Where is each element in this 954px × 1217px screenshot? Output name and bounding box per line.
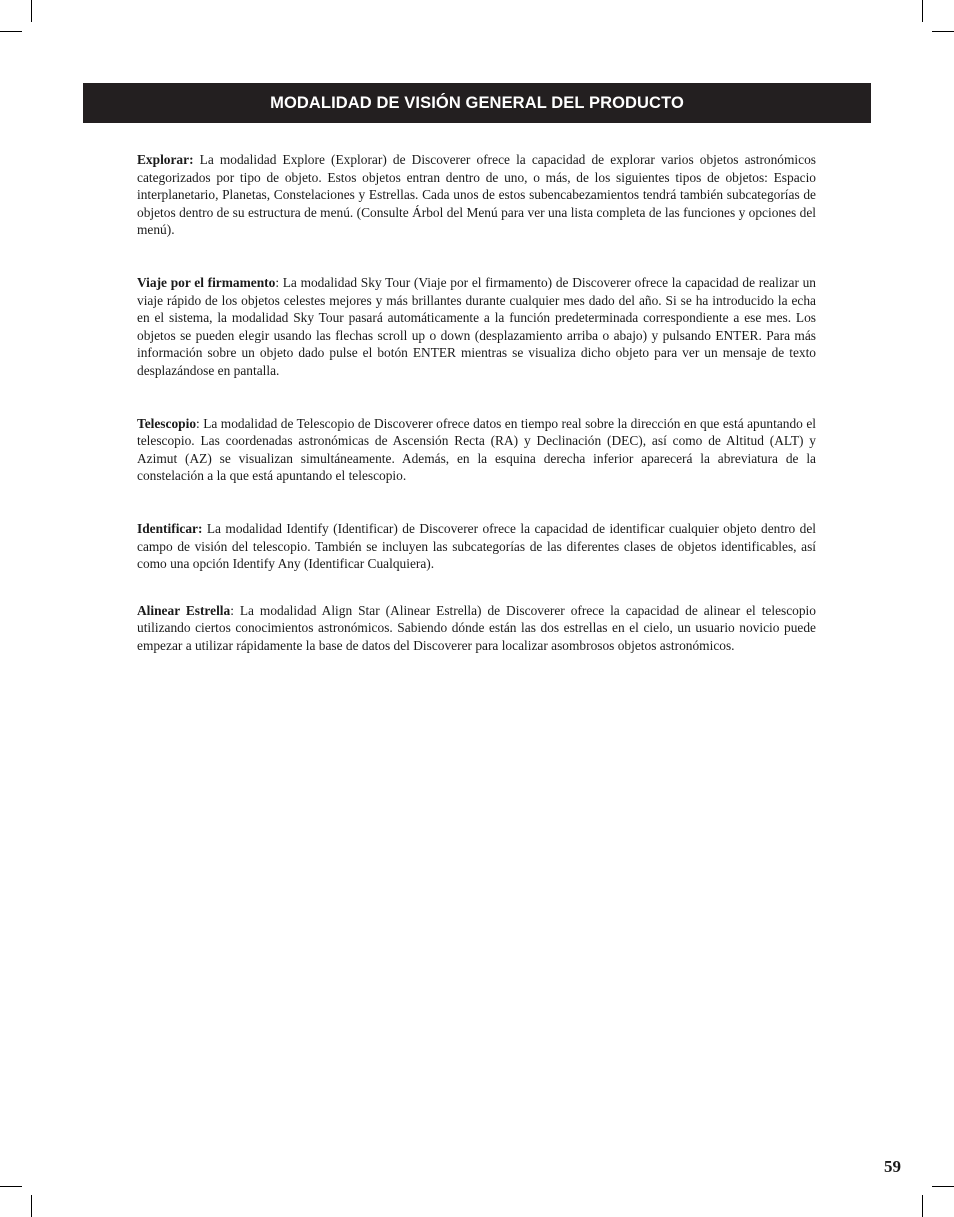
section-header-bar bbox=[83, 83, 871, 123]
term-viaje: Viaje por el firmamento bbox=[137, 274, 276, 290]
paragraph-text: : La modalidad Sky Tour (Viaje por el firmamento) de Discoverer ofrece la capacidad de realizar un viaje rápido de los objetos celestes mejores y más brillantes durante cualquier mes dado del año. Si se ha introducido la echa en el sistema, la modalidad Sky Tour pasará automáticamente a la función predeterminada correspondiente a ese mes. Los objetos se pueden elegir usando las flechas scroll up o down (desplazamiento arriba o abajo) y pulsando ENTER. Para más información sobre un objeto dado pulse el botón ENTER mientras se visualiza dicho objeto para ver un mensaje de texto desplazándose en pantalla. bbox=[137, 274, 817, 378]
term-telescopio: Telescopio bbox=[137, 415, 197, 431]
paragraph-text: La modalidad Identify (Identificar) de Discoverer ofrece la capacidad de identificar cualquier objeto dentro del campo de visión del telescopio. También se incluyen las subcategorías de las diferentes clases de objetos identificables, así como una opción Identify Any (Identificar Cualquiera). bbox=[137, 520, 816, 572]
paragraph-alinear bbox=[137, 602, 816, 655]
paragraph-viaje bbox=[137, 274, 816, 380]
term-explorar: Explorar: bbox=[137, 152, 194, 167]
paragraph-telescopio bbox=[137, 415, 816, 485]
paragraph-text: : La modalidad Align Star (Alinear Estrella) de Discoverer ofrece la capacidad de alinear el telescopio utilizando ciertos conocimientos astronómicos. Sabiendo dónde están las dos estrellas en el cielo, un usuario novicio puede empezar a utilizar rápidamente la base de datos del Discoverer para localizar asombrosos objetos astronómicos. bbox=[137, 602, 816, 653]
main-content bbox=[137, 151, 816, 654]
paragraph-text: La modalidad Explore (Explorar) de Discoverer ofrece la capacidad de explorar varios objetos astronómicos categorizados por tipo de objeto. Estos objetos entran dentro de uno, o más, de los siguientes tipos de objetos: Espacio interplanetario, Planetas, Constelaciones y Estrellas. Cada unos de estos subencabezamientos tendrá también subcategorías de objetos dentro de su estructura de menú. (Consulte Árbol del Menú para ver una lista completa de las funciones y opciones del menú). bbox=[137, 152, 816, 238]
crop-mark bbox=[31, 1195, 32, 1217]
term-identificar: Identificar: bbox=[137, 520, 203, 536]
paragraph-identificar bbox=[137, 520, 816, 573]
crop-mark bbox=[0, 31, 22, 32]
crop-mark bbox=[922, 1195, 923, 1217]
paragraph-explorar bbox=[137, 151, 816, 239]
crop-mark bbox=[932, 1186, 954, 1187]
crop-mark bbox=[31, 0, 32, 22]
crop-mark bbox=[932, 31, 954, 32]
page-number: 59 bbox=[884, 1157, 901, 1176]
term-alinear: Alinear Estrella bbox=[137, 602, 231, 618]
crop-mark bbox=[922, 0, 923, 22]
paragraph-text: : La modalidad de Telescopio de Discoverer ofrece datos en tiempo real sobre la dirección en que está apuntando el telescopio. Las coordenadas astronómicas de Ascensión Recta (RA) y Declinación (DEC), así como de Altitud (ALT) y Azimut (AZ) se visualizan simultáneamente. Además, en la esquina derecha inferior aparecerá la abreviatura de la constelación a la que está apuntando el telescopio. bbox=[137, 415, 816, 484]
page-title: MODALIDAD DE VISIÓN GENERAL DEL PRODUCTO bbox=[270, 93, 684, 112]
crop-mark bbox=[0, 1186, 22, 1187]
